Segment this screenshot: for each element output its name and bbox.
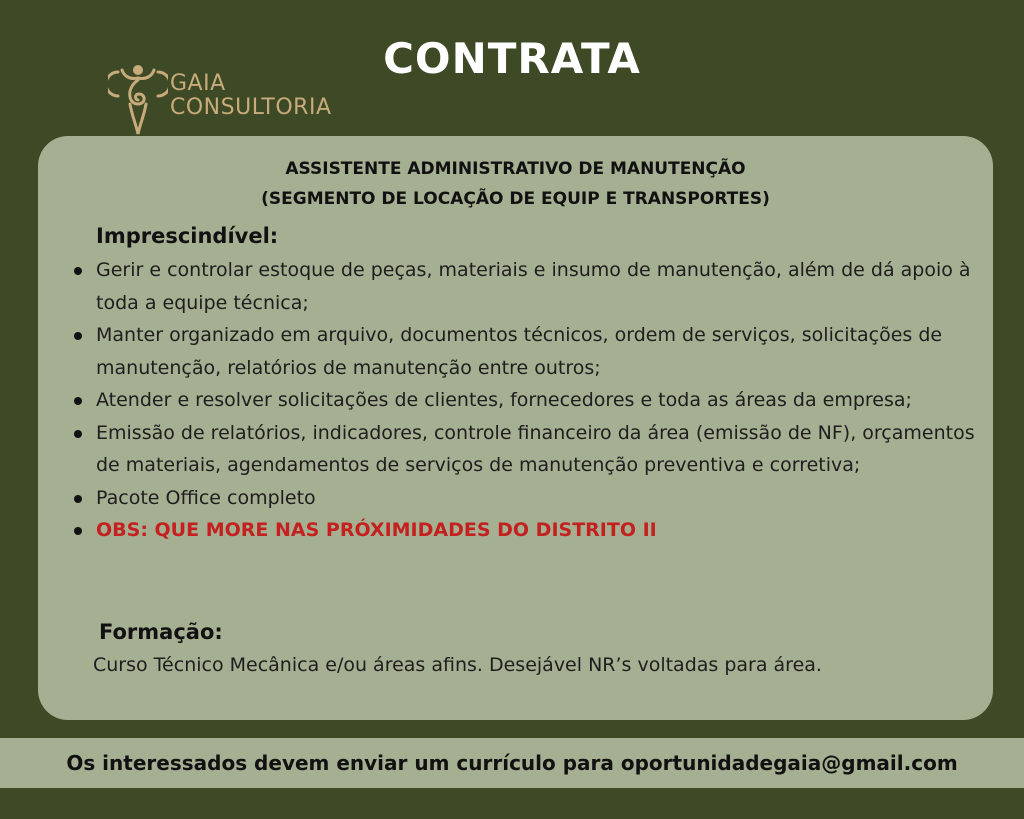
footer-bar bbox=[0, 738, 1024, 788]
job-card bbox=[38, 136, 993, 720]
requirements-heading: Imprescindível: bbox=[96, 224, 279, 248]
logo-line-consultoria: CONSULTORIA bbox=[170, 95, 332, 120]
job-title bbox=[38, 154, 993, 214]
requirement-item: Atender e resolver solicitações de clientes, fornecedores e toda as áreas da empresa; bbox=[96, 384, 976, 417]
job-title-line-2: (SEGMENTO DE LOCAÇÃO DE EQUIP E TRANSPORTES) bbox=[261, 189, 770, 209]
requirement-item: Emissão de relatórios, indicadores, controle financeiro da área (emissão de NF), orçamentos de materiais, agendamentos de serviços de manutenção preventiva e corretiva; bbox=[96, 417, 976, 482]
requirements-list bbox=[96, 254, 976, 547]
requirement-item: Manter organizado em arquivo, documentos técnicos, ordem de serviços, solicitações de manutenção, relatórios de manutenção entre outros; bbox=[96, 319, 976, 384]
formation-heading: Formação: bbox=[99, 620, 223, 644]
contact-text: Os interessados devem enviar um currículo para oportunidadegaia@gmail.com bbox=[66, 751, 958, 775]
goddess-spiral-icon bbox=[108, 58, 168, 138]
logo bbox=[108, 58, 358, 138]
requirement-item: Gerir e controlar estoque de peças, materiais e insumo de manutenção, além de dá apoio à toda a equipe técnica; bbox=[96, 254, 976, 319]
formation-text: Curso Técnico Mecânica e/ou áreas afins. Desejável NR’s voltadas para área. bbox=[93, 654, 822, 676]
requirement-item: Pacote Office completo bbox=[96, 482, 976, 515]
logo-line-gaia: GAIA bbox=[170, 71, 226, 96]
job-title-line-1: ASSISTENTE ADMINISTRATIVO DE MANUTENÇÃO bbox=[285, 159, 746, 179]
headline: CONTRATA bbox=[383, 34, 641, 83]
logo-wordmark bbox=[170, 72, 332, 120]
requirement-item-obs: OBS: QUE MORE NAS PRÓXIMIDADES DO DISTRITO II bbox=[96, 514, 976, 547]
